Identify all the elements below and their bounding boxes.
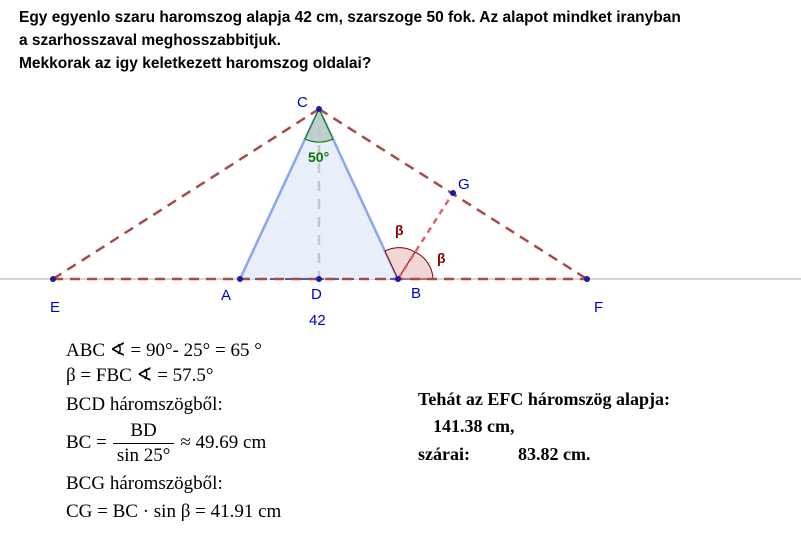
point-e xyxy=(50,276,56,282)
bc-lhs: BC = xyxy=(66,431,107,453)
bc-numerator: BD xyxy=(113,420,175,444)
calc-cg-formula: CG = BC · sin β = 41.91 cm xyxy=(66,501,282,522)
base-length-label: 42 xyxy=(309,312,326,329)
point-d xyxy=(316,276,322,282)
beta-label-1: β xyxy=(395,222,404,238)
problem-line-1: Egy egyenlo szaru haromszog alapja 42 cm, szarszoge 50 fok. Az alapot mindket iranyban xyxy=(19,9,681,26)
apex-angle-sector xyxy=(305,109,333,142)
point-a xyxy=(237,276,243,282)
label-d: D xyxy=(311,286,322,303)
result-line-1: Tehát az EFC háromszög alapja: xyxy=(418,389,670,409)
result-line-3 xyxy=(418,444,590,465)
calc-beta: β = FBC ∢ = 57.5° xyxy=(66,365,214,386)
bc-rhs: ≈ 49.69 cm xyxy=(180,431,267,453)
bc-fraction xyxy=(113,420,175,467)
calc-bcg-heading: BCG háromszögből: xyxy=(66,473,223,494)
problem-line-3: Mekkorak az igy keletkezett haromszog oldalai? xyxy=(19,55,372,72)
calc-bcd-heading: BCD háromszögből: xyxy=(66,394,223,415)
point-b xyxy=(395,276,401,282)
point-f xyxy=(584,276,590,282)
label-b: B xyxy=(411,285,422,302)
calc-bc-formula xyxy=(66,420,266,467)
label-e: E xyxy=(50,299,61,316)
result-sides-label: szárai: xyxy=(418,444,470,464)
point-c xyxy=(316,106,322,112)
problem-line-2: a szarhosszaval meghosszabbitjuk. xyxy=(19,32,281,49)
result-line-2: 141.38 cm, xyxy=(433,416,515,436)
apex-angle-label: 50° xyxy=(308,149,330,165)
label-f: F xyxy=(594,299,604,316)
calc-abc-angle: ABC ∢ = 90°- 25° = 65 ° xyxy=(66,340,262,361)
label-a: A xyxy=(221,287,232,304)
point-g xyxy=(450,190,456,196)
bc-denominator: sin 25° xyxy=(116,445,171,466)
label-c: C xyxy=(297,94,308,111)
beta-label-2: β xyxy=(437,250,446,266)
result-sides-value: 83.82 cm. xyxy=(517,444,591,464)
label-g: G xyxy=(458,176,470,193)
